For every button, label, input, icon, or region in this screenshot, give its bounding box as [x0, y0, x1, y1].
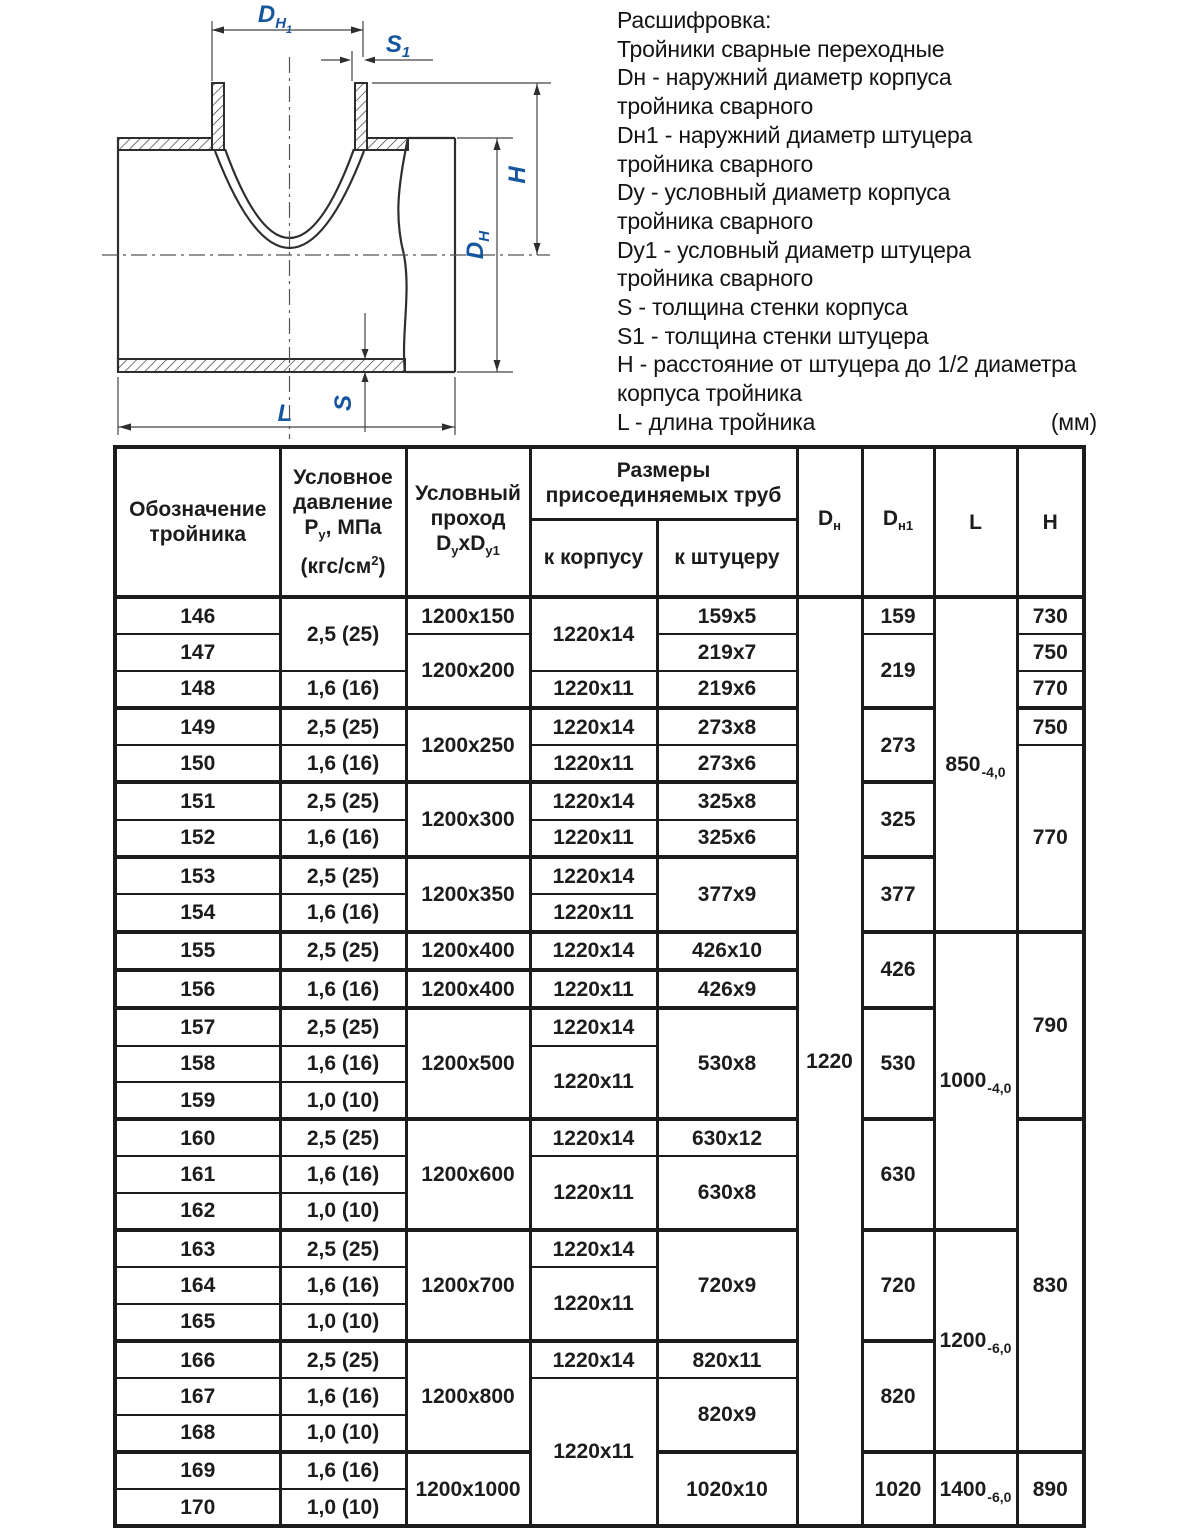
cell-body: 1220x14 — [530, 1119, 657, 1156]
col-header-height: H — [1017, 447, 1084, 597]
cell-num: 151 — [115, 782, 280, 819]
legend-line: H - расстояние от штуцера до 1/2 диаметра — [617, 351, 1077, 378]
cell-sht: 426x10 — [657, 932, 797, 970]
cell-dn1: 377 — [862, 857, 934, 932]
cell-p: 1,0 (10) — [280, 1415, 406, 1452]
cell-body: 1220x11 — [530, 1156, 657, 1230]
legend-line: Dу - условный диаметр корпуса — [617, 179, 951, 206]
cell-L: $1000_{-4,0}$ — [934, 932, 1017, 1230]
cell-H: 890 — [1017, 1452, 1084, 1527]
cell-body: 1220x11 — [530, 970, 657, 1008]
cell-body: 1220x14 — [530, 1008, 657, 1045]
cell-H: 770 — [1017, 671, 1084, 708]
legend-line: Тройники сварные переходные — [617, 35, 945, 62]
cell-sht: 273x8 — [657, 708, 797, 745]
cell-num: 157 — [115, 1008, 280, 1045]
cell-p: 1,0 (10) — [280, 1304, 406, 1341]
cell-body: 1220x14 — [530, 1341, 657, 1378]
body-top-wall-left — [118, 138, 212, 150]
cell-H: 830 — [1017, 1119, 1084, 1452]
cell-num: 149 — [115, 708, 280, 745]
cell-dn1: 325 — [862, 782, 934, 857]
legend-line: тройника сварного — [617, 207, 814, 234]
cell-p: 1,6 (16) — [280, 1378, 406, 1414]
cell-p: 1,0 (10) — [280, 1489, 406, 1526]
cell-num: 152 — [115, 820, 280, 857]
cell-H: 750 — [1017, 634, 1084, 670]
dim-label-s: S — [330, 394, 357, 412]
tee-section-drawing — [95, 5, 565, 445]
cell-p: 1,6 (16) — [280, 1267, 406, 1303]
cell-num: 148 — [115, 671, 280, 708]
cell-num: 168 — [115, 1415, 280, 1452]
cell-p: 1,6 (16) — [280, 1156, 406, 1192]
cell-p: 1,6 (16) — [280, 1452, 406, 1489]
cell-sht: 820x11 — [657, 1341, 797, 1378]
cell-body: 1220x11 — [530, 1378, 657, 1526]
cell-num: 163 — [115, 1230, 280, 1267]
legend — [617, 6, 1097, 437]
cell-sht: 820x9 — [657, 1378, 797, 1452]
cell-sht: 377x9 — [657, 857, 797, 932]
dim-label-dn: $D_Н$ — [462, 230, 493, 260]
cell-dy: 1200x300 — [406, 782, 530, 857]
cell-num: 160 — [115, 1119, 280, 1156]
dimensions-table — [113, 445, 1086, 1528]
cell-sht: 530x8 — [657, 1008, 797, 1119]
cell-num: 153 — [115, 857, 280, 894]
cell-body: 1220x11 — [530, 671, 657, 708]
legend-line: Dн1 - наружний диаметр штуцера — [617, 121, 973, 148]
cell-num: 162 — [115, 1193, 280, 1230]
cell-body: 1220x11 — [530, 1267, 657, 1341]
legend-line: S - толщина стенки корпуса — [617, 294, 908, 321]
legend-line: корпуса тройника — [617, 380, 802, 407]
cell-num: 150 — [115, 745, 280, 782]
cell-sht: 325x8 — [657, 782, 797, 819]
cell-dy: 1200x500 — [406, 1008, 530, 1119]
dim-label-l: L — [277, 400, 293, 427]
col-header-bore: Условный проход $D_уxD_{у1}$ — [406, 447, 530, 597]
cell-dy: 1200x200 — [406, 634, 530, 708]
cell-p: 2,5 (25) — [280, 708, 406, 745]
col-header-designation: Обозначение тройника — [115, 447, 280, 597]
col-header-dn: $D_н$ — [797, 447, 862, 597]
cell-num: 156 — [115, 970, 280, 1008]
cell-sht: 720x9 — [657, 1230, 797, 1341]
cell-body: 1220x14 — [530, 708, 657, 745]
cell-p: 1,6 (16) — [280, 671, 406, 708]
legend-line: тройника сварного — [617, 265, 814, 292]
cell-num: 167 — [115, 1378, 280, 1414]
cell-num: 155 — [115, 932, 280, 970]
cell-p: 1,6 (16) — [280, 970, 406, 1008]
cell-sht: 325x6 — [657, 820, 797, 857]
cell-body: 1220x14 — [530, 597, 657, 671]
cell-dn1: 219 — [862, 634, 934, 708]
cell-dy: 1200x1000 — [406, 1452, 530, 1527]
cell-p: 1,6 (16) — [280, 1046, 406, 1082]
cell-dn1: 820 — [862, 1341, 934, 1452]
cell-H: 790 — [1017, 932, 1084, 1119]
cell-num: 166 — [115, 1341, 280, 1378]
col-header-pressure: Условное давление $P_у$, МПа $(кгс/см^2)$ — [280, 447, 406, 597]
cell-p: 2,5 (25) — [280, 782, 406, 819]
cell-p: 2,5 (25) — [280, 1230, 406, 1267]
cell-body: 1220x14 — [530, 782, 657, 819]
cell-dn1: 1020 — [862, 1452, 934, 1527]
cell-dn1: 159 — [862, 597, 934, 634]
body-bottom-wall — [118, 359, 405, 372]
table-row — [115, 597, 1084, 634]
cell-p: 1,6 (16) — [280, 820, 406, 857]
cell-L: $1200_{-6,0}$ — [934, 1230, 1017, 1452]
cell-dy: 1200x800 — [406, 1341, 530, 1452]
cell-p: 1,6 (16) — [280, 894, 406, 931]
legend-last-line — [617, 408, 1097, 437]
cell-L: $850_{-4,0}$ — [934, 597, 1017, 932]
cell-p: 2,5 (25) — [280, 597, 406, 671]
cell-body: 1220x11 — [530, 894, 657, 931]
cell-sht: 630x8 — [657, 1156, 797, 1230]
cell-H: 730 — [1017, 597, 1084, 634]
cell-num: 170 — [115, 1489, 280, 1526]
cell-num: 165 — [115, 1304, 280, 1341]
cell-dn1: 720 — [862, 1230, 934, 1341]
cell-dn: 1220 — [797, 597, 862, 1526]
cell-p: 2,5 (25) — [280, 857, 406, 894]
cell-num: 154 — [115, 894, 280, 931]
dim-label-dn1: $D_{Н1}$ — [257, 5, 293, 36]
cell-body: 1220x14 — [530, 857, 657, 894]
cell-body: 1220x11 — [530, 745, 657, 782]
cell-dn1: 273 — [862, 708, 934, 783]
table-row — [115, 932, 1084, 970]
legend-line: Расшифровка: — [617, 7, 772, 33]
cell-p: 2,5 (25) — [280, 1008, 406, 1045]
cell-sht: 1020x10 — [657, 1452, 797, 1527]
body-top-wall-right — [367, 138, 408, 150]
col-header-to-body: к корпусу — [530, 519, 657, 597]
cell-dy: 1200x350 — [406, 857, 530, 932]
dim-label-s1: $S_1$ — [385, 31, 411, 61]
cell-sht: 630x12 — [657, 1119, 797, 1156]
cell-p: 1,6 (16) — [280, 745, 406, 782]
cell-dy: 1200x400 — [406, 932, 530, 970]
cell-body: 1220x14 — [530, 1230, 657, 1267]
cell-dy: 1200x600 — [406, 1119, 530, 1230]
cell-H: 770 — [1017, 745, 1084, 931]
table-row — [115, 1230, 1084, 1267]
cell-num: 161 — [115, 1156, 280, 1192]
dim-label-h: H — [504, 166, 531, 184]
legend-l-definition: L - длина тройника — [617, 408, 816, 435]
cell-p: 2,5 (25) — [280, 1119, 406, 1156]
col-header-pipe-sizes: Размеры присоединяемых труб — [530, 447, 797, 519]
branch-wall-right — [355, 83, 367, 150]
cell-dy: 1200x150 — [406, 597, 530, 634]
cell-dn1: 530 — [862, 1008, 934, 1119]
cell-sht: 219x6 — [657, 671, 797, 708]
cell-p: 2,5 (25) — [280, 932, 406, 970]
cell-dy: 1200x250 — [406, 708, 530, 783]
cell-num: 159 — [115, 1082, 280, 1119]
cell-body: 1220x14 — [530, 932, 657, 970]
cell-sht: 159x5 — [657, 597, 797, 634]
cell-num: 169 — [115, 1452, 280, 1489]
col-header-length: L — [934, 447, 1017, 597]
legend-line: S1 - толщина стенки штуцера — [617, 322, 929, 349]
cell-p: 1,0 (10) — [280, 1082, 406, 1119]
table-body — [115, 597, 1084, 1526]
col-header-dn1: $D_{н1}$ — [862, 447, 934, 597]
cell-H: 750 — [1017, 708, 1084, 745]
cell-dn1: 426 — [862, 932, 934, 1009]
cell-dn1: 630 — [862, 1119, 934, 1230]
cell-dy: 1200x400 — [406, 970, 530, 1008]
col-header-to-branch: к штуцеру — [657, 519, 797, 597]
cell-dy: 1200x700 — [406, 1230, 530, 1341]
legend-line: Dн - наружний диаметр корпуса — [617, 64, 952, 91]
cell-num: 147 — [115, 634, 280, 670]
units-note: (мм) — [1050, 408, 1097, 435]
cell-p: 1,0 (10) — [280, 1193, 406, 1230]
legend-line: Dу1 - условный диаметр штуцера — [617, 236, 971, 263]
legend-line: тройника сварного — [617, 150, 814, 177]
cell-body: 1220x11 — [530, 820, 657, 857]
cell-sht: 273x6 — [657, 745, 797, 782]
cell-L: $1400_{-6,0}$ — [934, 1452, 1017, 1527]
legend-line: тройника сварного — [617, 93, 814, 120]
dimensions-table-wrapper — [113, 445, 1086, 1528]
branch-wall-left — [212, 83, 224, 150]
cell-num: 146 — [115, 597, 280, 634]
cell-sht: 426x9 — [657, 970, 797, 1008]
cell-sht: 219x7 — [657, 634, 797, 670]
cell-num: 164 — [115, 1267, 280, 1303]
cell-num: 158 — [115, 1046, 280, 1082]
cell-body: 1220x11 — [530, 1046, 657, 1120]
cell-p: 2,5 (25) — [280, 1341, 406, 1378]
